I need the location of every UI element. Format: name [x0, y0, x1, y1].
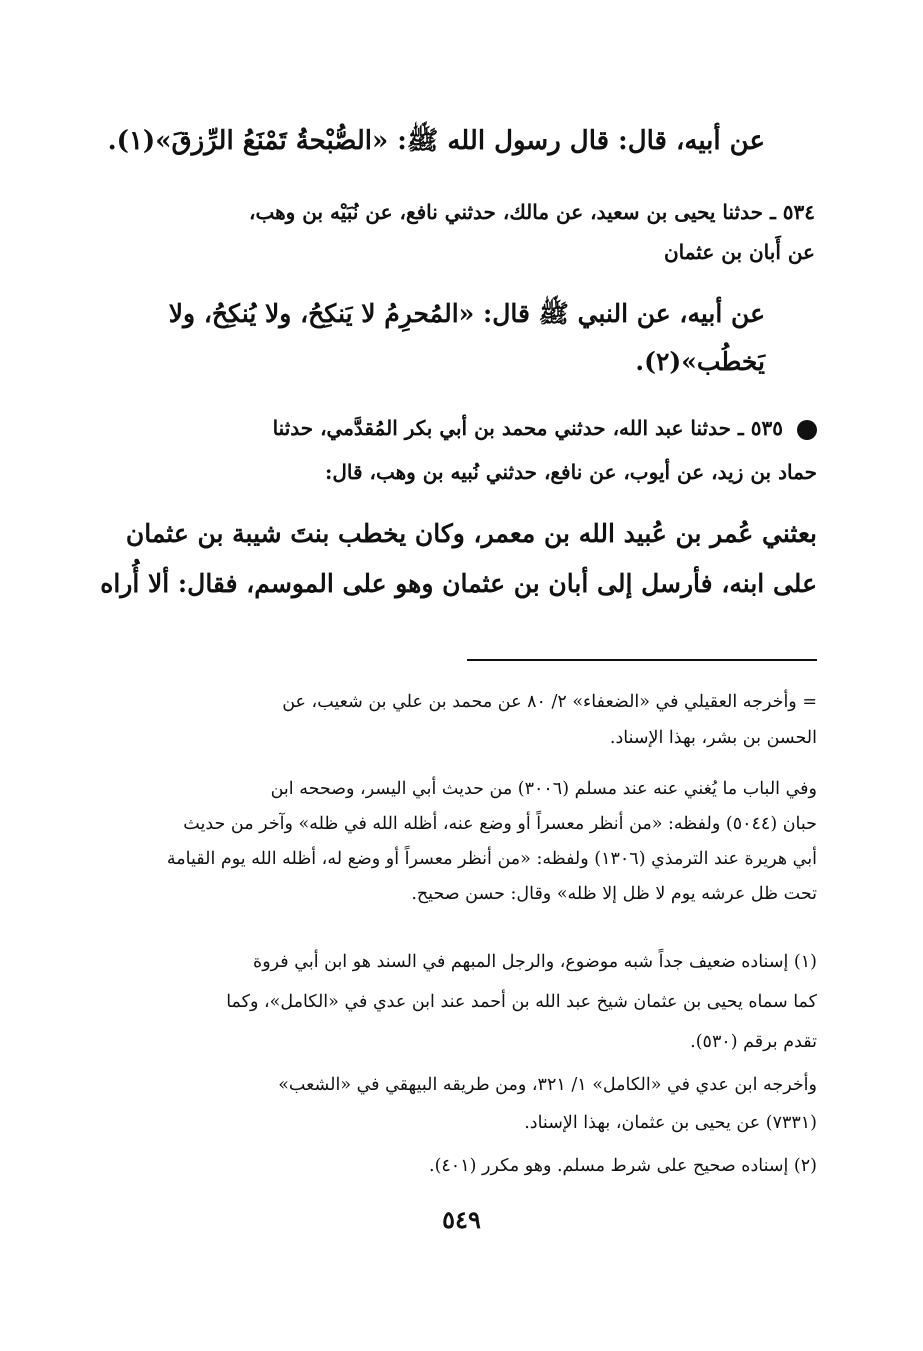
footnote-line: حبان (٥٠٤٤) ولفظه: «من أنظر معسراً أو وضع عنه، أظله الله في ظله» وآخر من حديث [183, 814, 817, 834]
footnote-2 [105, 1148, 817, 1184]
matn-line: على ابنه، فأرسل إلى أبان بن عثمان وهو على الموسم، فقال: ألا أُراه [100, 569, 817, 598]
matn-line: بعثني عُمر بن عُبيد الله بن معمر، وكان يخطب بنتَ شيبة بن عثمان [125, 519, 817, 548]
footnote-line: = وأخرجه العقيلي في «الضعفاء» ٢/ ٨٠ عن محمد بن علي بن شعيب، عن [282, 692, 817, 712]
footnote-line: كما سماه يحيى بن عثمان شيخ عبد الله بن أحمد عند ابن عدي في «الكامل»، وكما [226, 992, 817, 1012]
isnad-line: عن أَبان بن عثمان [663, 240, 815, 264]
hadith-533-continuation [107, 124, 765, 158]
footnote-line: وفي الباب ما يُغني عنه عند مسلم (٣٠٠٦) من حديث أبي اليسر، وصححه ابن [270, 779, 817, 799]
isnad-line: حماد بن زيد، عن أيوب، عن نافع، حدثني نُبيه بن وهب، قال: [324, 460, 817, 484]
hadith-534-isnad [105, 192, 815, 272]
hadith-534-matn [105, 290, 765, 386]
footnote-separator [467, 659, 817, 661]
hadith-535-isnad [105, 406, 817, 494]
continuation-line: عن أبيه، قال: قال رسول الله ﷺ: «الصُّبْحةُ تَمْنَعُ الرِّزقَ»(١). [107, 126, 765, 156]
matn-line: يَخطُب»(٢). [635, 347, 765, 376]
footnote-line: وأخرجه ابن عدي في «الكامل» ١/ ٣٢١، ومن طريقه البيهقي في «الشعب» [278, 1075, 817, 1095]
matn-line: عن أبيه، عن النبي ﷺ قال: «المُحرِمُ لا يَنكِحُ، ولا يُنكِحُ، ولا [168, 299, 765, 328]
isnad-line: ٥٣٤ ـ حدثنا يحيى بن سعيد، عن مالك، حدثني نافع، عن نُبَيْه بن وهب، [249, 200, 815, 224]
footnote-line: تقدم برقم (٥٣٠). [690, 1032, 817, 1052]
hadith-535-matn [100, 509, 817, 609]
footnote-paragraph [105, 772, 817, 912]
footnote-line: أبي هريرة عند الترمذي (١٣٠٦) ولفظه: «من أنظر معسراً أو وضع له، أظله الله يوم القيامة [166, 849, 817, 869]
footnote-paragraph [105, 684, 817, 756]
page-number: ٥٤٩ [442, 1205, 481, 1234]
footnote-line: (١) إسناده ضعيف جداً شبه موضوع، والرجل المبهم في السند هو ابن أبي فروة [253, 952, 817, 972]
footnote-line: (٧٣٣١) عن يحيى بن عثمان، بهذا الإسناد. [524, 1113, 817, 1133]
footnote-line: الحسن بن بشر، بهذا الإسناد. [609, 728, 817, 748]
footnote-1 [105, 942, 817, 1062]
footnote-line: (٢) إسناده صحيح على شرط مسلم. وهو مكرر (٤٠١). [429, 1156, 817, 1176]
isnad-line: ٥٣٥ ـ حدثنا عبد الله، حدثني محمد بن أبي بكر المُقدَّمي، حدثنا [105, 406, 817, 450]
footnote-paragraph [105, 1066, 817, 1142]
bullet-marker-icon [797, 420, 817, 440]
footnote-line: تحت ظل عرشه يوم لا ظل إلا ظله» وقال: حسن صحيح. [411, 884, 817, 904]
